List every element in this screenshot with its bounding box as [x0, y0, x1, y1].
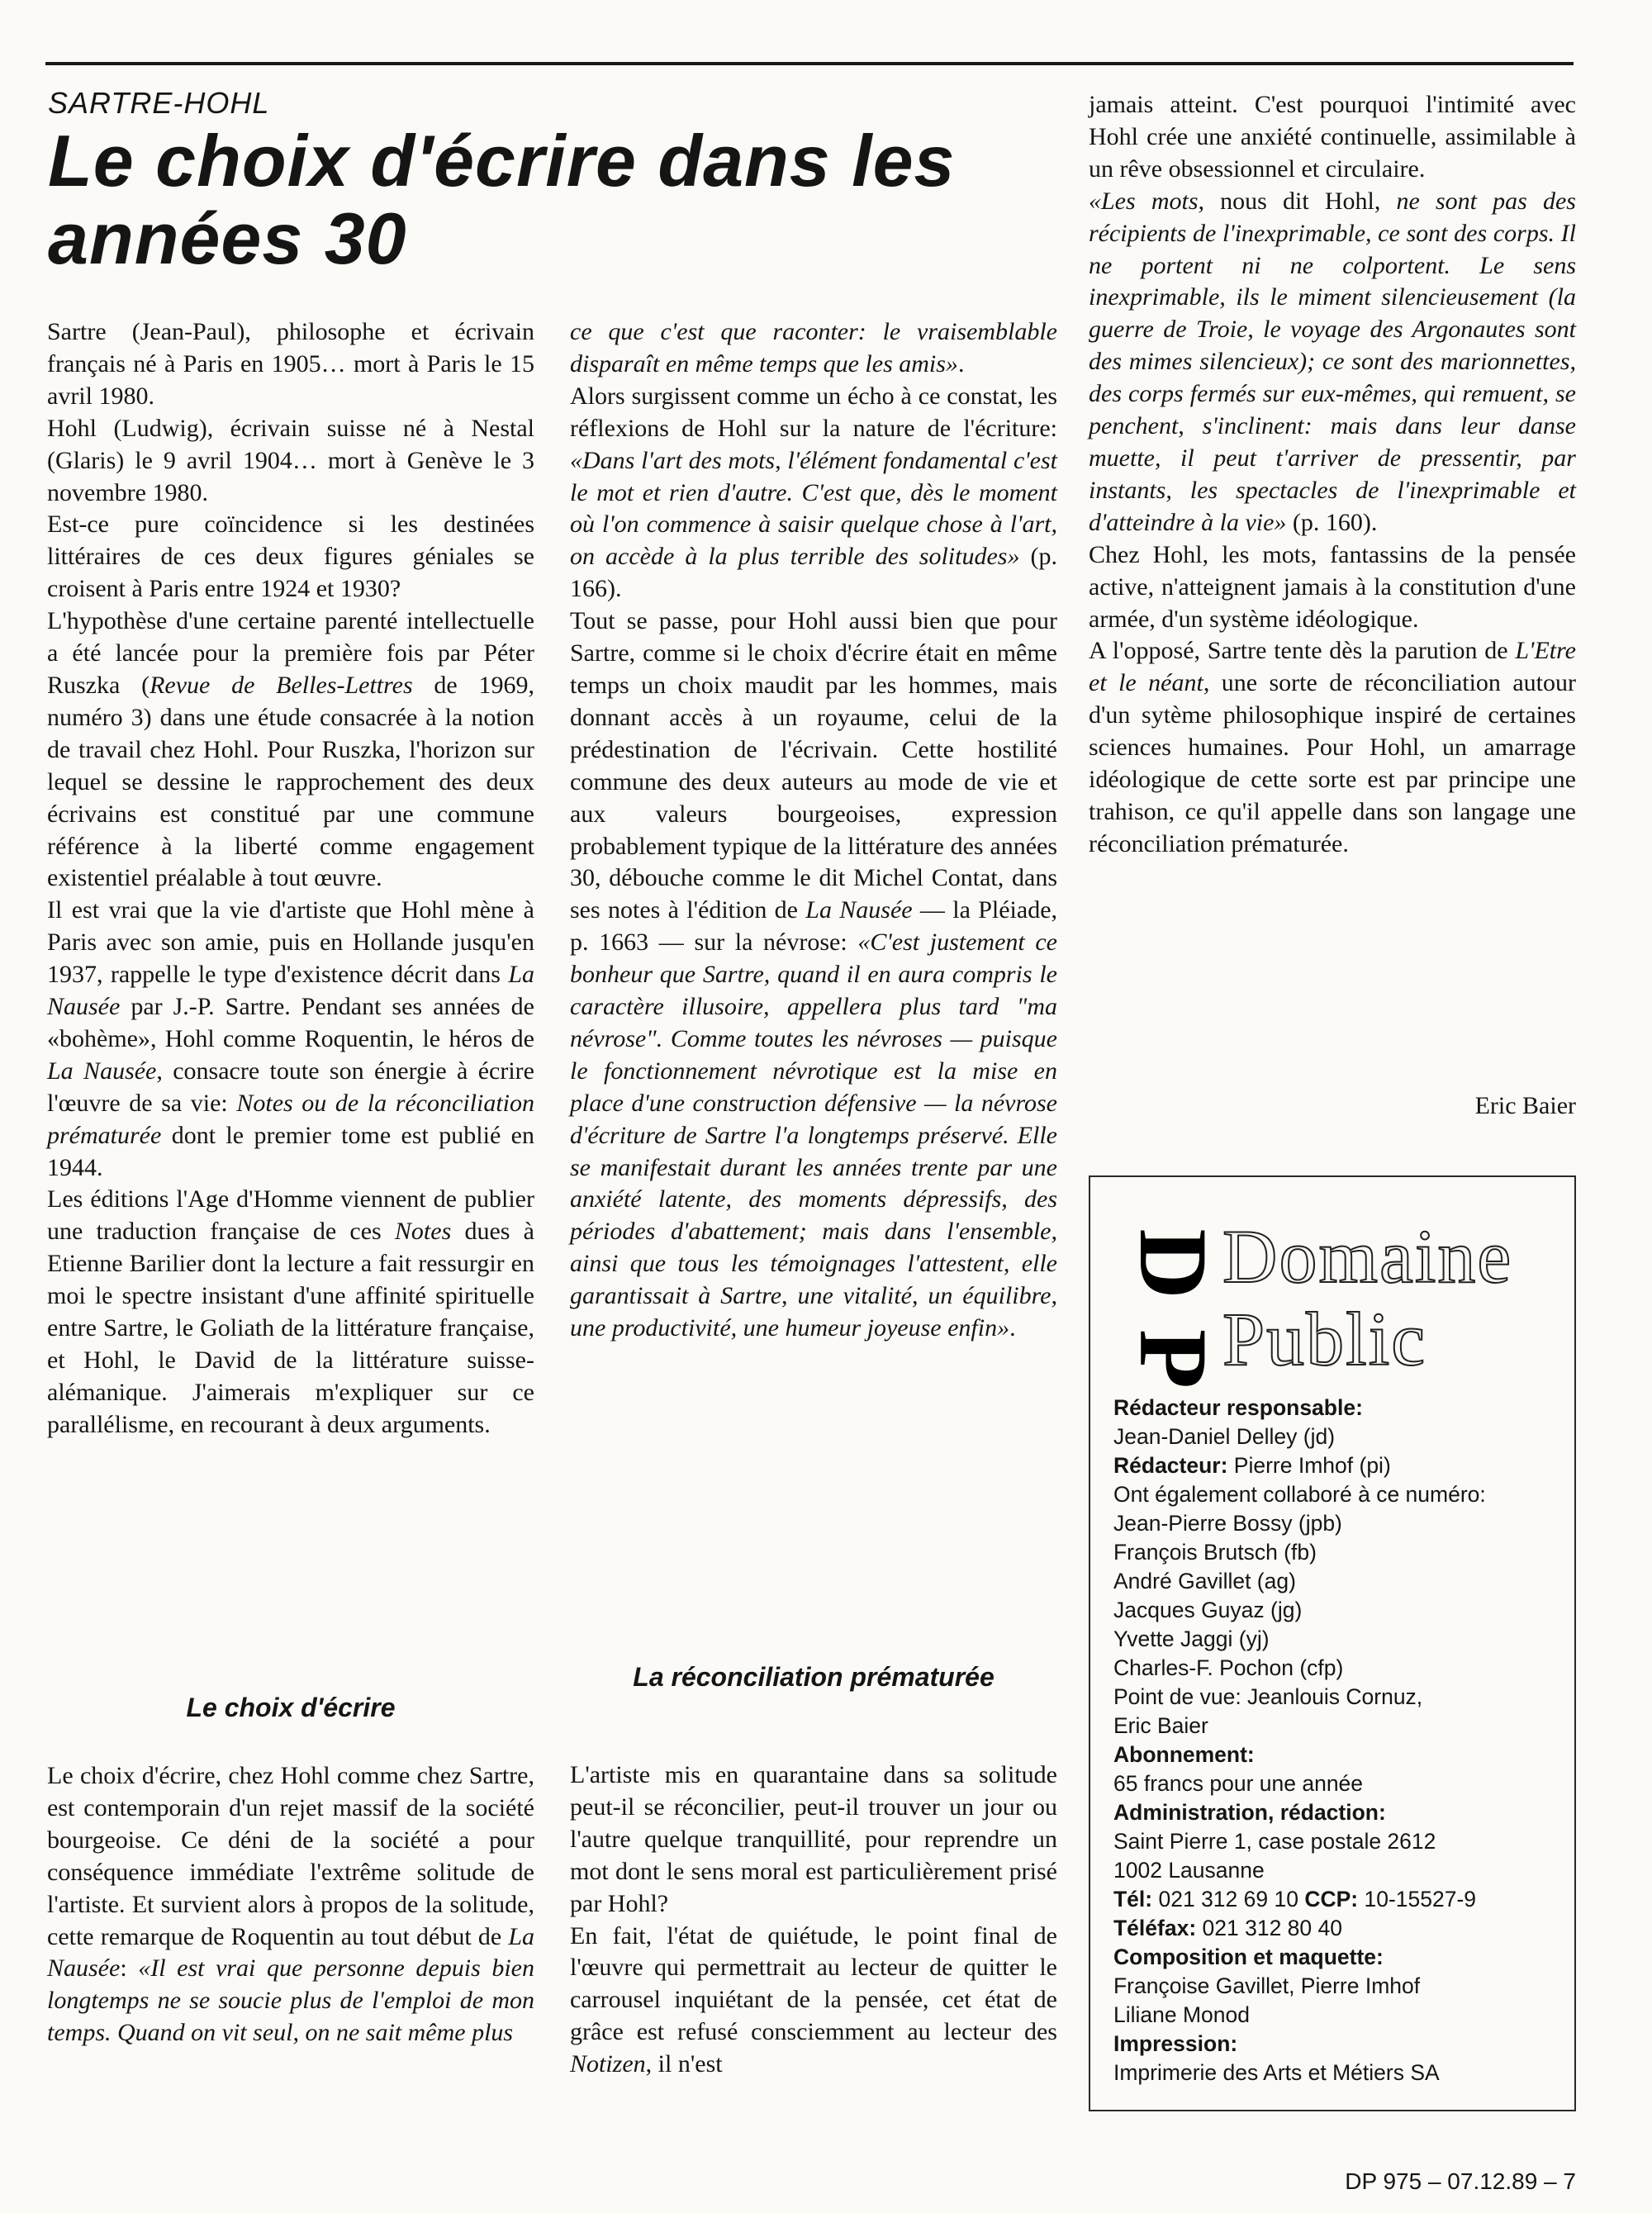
credit-label: Rédacteur:	[1113, 1453, 1228, 1478]
subheading-text: La réconciliation prématurée	[633, 1662, 995, 1692]
credit-intro: Ont également collaboré à ce numéro:	[1113, 1482, 1486, 1507]
text: Les éditions l'Age d'Homme viennent de publier une traduction française de ces	[47, 1185, 534, 1246]
logo-letter-d: D	[1118, 1228, 1227, 1299]
collaborator: Point de vue: Jeanlouis Cornuz,	[1113, 1684, 1423, 1709]
credit-label: CCP:	[1304, 1887, 1359, 1911]
credit-label: Tél:	[1113, 1887, 1153, 1911]
paragraph: Hohl (Ludwig), écrivain suisse né à Nestal (Glaris) le 9 avril 1904… mort à Genève le 3 novembre 1980.	[47, 414, 534, 506]
book-title: Notes	[394, 1218, 452, 1246]
address-line: 1002 Lausanne	[1113, 1858, 1265, 1883]
book-title: La Nausée	[47, 961, 534, 1021]
credit-value: 10-15527-9	[1358, 1887, 1477, 1911]
book-title: La Nausée	[47, 1922, 534, 1983]
credit-label: Administration, rédaction:	[1113, 1800, 1386, 1825]
paragraph	[570, 605, 1057, 1345]
text: Tout se passe, pour Hohl aussi bien que pour Sartre, comme si le choix d'écrire était en même temps un choix maudit par les hommes, mais donnant accès à un royaume, celui de la prédestination de l'écrivain. Cette hostilité commune des deux auteurs au mode de vie et aux valeurs bourgeoises, expression probablement typique de la littérature des années 30, débouche comme le dit Michel Contat, dans ses notes à l'édition de	[570, 607, 1057, 924]
credit-value: Jean-Daniel Delley (jd)	[1113, 1424, 1336, 1449]
collaborator: Yvette Jaggi (yj)	[1113, 1627, 1270, 1651]
credit-value: Françoise Gavillet, Pierre Imhof	[1113, 1973, 1421, 1998]
credit-value: Liliane Monod	[1113, 2002, 1251, 2027]
paragraph	[47, 1760, 534, 2049]
text: , consacre toute son énergie à écrire l'œuvre de sa vie:	[47, 1057, 534, 1117]
paragraph	[47, 1184, 534, 1441]
text: :	[120, 1954, 139, 1983]
paragraph: Sartre (Jean-Paul), philosophe et écrivain français né à Paris en 1905… mort à Paris le 15 avril 1980.	[47, 318, 534, 410]
paragraph	[47, 895, 534, 1184]
text: (p. 166).	[570, 543, 1057, 603]
text: Alors surgissent comme un écho à ce constat, les réflexions de Hohl sur la nature de l'écriture:	[570, 382, 1057, 442]
collaborator: André Gavillet (ag)	[1113, 1569, 1296, 1593]
article-headline: Le choix d'écrire dans les années 30	[48, 120, 956, 279]
text: nous dit Hohl,	[1204, 187, 1397, 215]
credit-label: Composition et maquette:	[1113, 1945, 1384, 1969]
text: de 1969, numéro 3) dans une étude consacrée à la notion de travail chez Hohl. Pour Ruszka, l'horizon sur lequel se dessine le rapprochement des deux écrivains est constitué par une commune référence à la liberté comme engagement existentiel préalable à tout œuvre.	[47, 671, 534, 892]
credit-value: 65 francs pour une année	[1113, 1771, 1364, 1796]
top-rule	[45, 62, 1574, 65]
book-title: L'Etre et le néant	[1089, 637, 1576, 697]
page-folio: DP 975 – 07.12.89 – 7	[1345, 2168, 1576, 2194]
credit-row	[1113, 1914, 1559, 1943]
quotation: ce que c'est que raconter: le vraisemblable disparaît en même temps que les amis»	[570, 318, 1057, 378]
text: Le choix d'écrire, chez Hohl comme chez Sartre, est contemporain d'un rejet massif de la société bourgeoise. Ce déni de la société a pour conséquence immédiate l'extrême solitude de l'artiste. Et survient alors à propos de la solitude, cette remarque de Roquentin au tout début de	[47, 1762, 534, 1950]
paragraph	[570, 1921, 1057, 2082]
paragraph: jamais atteint. C'est pourquoi l'intimité avec Hohl crée une anxiété continuelle, assimilable à un rêve obsessionnel et circulaire.	[1089, 91, 1576, 183]
logo-letter-p: P	[1118, 1328, 1227, 1389]
text: (p. 160).	[1286, 508, 1378, 536]
credit-value: 021 312 69 10	[1152, 1887, 1305, 1911]
credit-value: Pierre Imhof (pi)	[1227, 1453, 1391, 1478]
credit-row	[1113, 1451, 1559, 1480]
quotation: «Dans l'art des mots, l'élément fondamental c'est le mot et rien d'autre. C'est que, dès le moment où l'on commence à saisir quelque chose à l'art, on accède à la plus terrible des solitudes»	[570, 446, 1057, 571]
paragraph: L'artiste mis en quarantaine dans sa solitude peut-il se réconcilier, peut-il trouver un jour ou l'autre quelque tranquillité, pour reprendre un mot dont le sens moral est particulièrement prisé par Hohl?	[570, 1761, 1057, 1917]
text: .	[1009, 1314, 1016, 1342]
article-column-3	[1089, 89, 1576, 1031]
masthead-credits	[1113, 1394, 1559, 2087]
subheading-choix: Le choix d'écrire	[186, 1693, 396, 1722]
quotation: «Il est vrai que personne depuis bien longtemps ne se soucie plus de l'emploi de mon temps. Quand on vit seul, on ne sait même plus	[47, 1954, 534, 2047]
paragraph: Chez Hohl, les mots, fantassins de la pensée active, n'atteignent jamais à la constitution d'une armée, d'un système idéologique.	[1089, 540, 1576, 633]
paragraph	[1089, 186, 1576, 539]
credit-value: Imprimerie des Arts et Métiers SA	[1113, 2060, 1440, 2085]
book-title: Notes ou de la réconciliation prématurée	[47, 1089, 534, 1149]
paragraph	[570, 316, 1057, 381]
paragraph	[1089, 635, 1576, 860]
masthead-box	[1089, 1175, 1576, 2111]
text: — la Pléiade, p. 1663 — sur la névrose:	[570, 896, 1058, 957]
credit-value: 021 312 80 40	[1196, 1916, 1342, 1940]
credit-label: Téléfax:	[1113, 1916, 1197, 1940]
section-kicker: SARTRE-HOHL	[48, 86, 270, 120]
paragraph: Est-ce pure coïncidence si les destinées littéraires de ces deux figures géniales se croisent à Paris entre 1924 et 1930?	[47, 511, 534, 603]
text: En fait, l'état de quiétude, le point final de l'œuvre qui permettrait au lecteur de quitter le carrousel inquiétant de la pensée, cet état de grâce est refusé consciemment au lecteur des	[570, 1921, 1057, 2046]
text: dues à Etienne Barilier dont la lecture a fait ressurgir en moi le spectre insistant d'une affinité spirituelle entre Sartre, le Goliath de la littérature française, et Hohl, le David de la littérature suisse-alémanique. J'aimerais m'expliquer sur ce parallélisme, en recourant à deux arguments.	[47, 1218, 534, 1438]
quotation: ne sont pas des récipients de l'inexprimable, ce sont des corps. Il ne portent ni ne colportent. Le sens inexprimable, ils le miment silencieusement (la guerre de Troie, le voyage des Argonautes sont des mimes silencieux); ce sont des marionnettes, des corps fermés sur eux-mêmes, qui remuent, se penchent, s'inclinent: mais dans leur danse muette, il peut t'arriver de pressentir, par instants, les spectacles de l'inexprimable et d'atteindre à la vie»	[1089, 187, 1576, 536]
journal-title: Revue de Belles-Lettres	[150, 671, 413, 699]
credit-label: Rédacteur responsable:	[1113, 1395, 1363, 1420]
book-title: Notizen	[570, 2050, 646, 2078]
logo-word-domaine: Domaine	[1222, 1214, 1513, 1299]
address-line: Saint Pierre 1, case postale 2612	[1113, 1829, 1436, 1854]
text: Il est vrai que la vie d'artiste que Hohl mène à Paris avec son amie, puis en Hollande jusqu'en 1937, rappelle le type d'existence décrit dans	[47, 896, 534, 989]
text: L'hypothèse d'une certaine parenté intellectuelle a été lancée pour la première fois par Péter Ruszka (	[47, 607, 534, 699]
quotation: «Les mots,	[1089, 187, 1205, 215]
subheading-reconciliation	[570, 1660, 1057, 1693]
credit-row	[1113, 1885, 1559, 1914]
book-title: La Nausée	[47, 1057, 157, 1085]
text: .	[957, 349, 965, 378]
book-title: La Nausée	[805, 896, 913, 924]
collaborator: Jacques Guyaz (jg)	[1113, 1598, 1303, 1622]
credit-label: Impression:	[1113, 2031, 1238, 2056]
collaborator: Jean-Pierre Bossy (jpb)	[1113, 1511, 1342, 1536]
paragraph	[570, 381, 1057, 605]
credit-label: Abonnement:	[1113, 1742, 1255, 1767]
text: A l'opposé, Sartre tente dès la parution de	[1089, 637, 1516, 665]
collaborator: Eric Baier	[1113, 1713, 1208, 1738]
logo-word-public: Public	[1222, 1297, 1427, 1381]
collaborator: François Brutsch (fb)	[1113, 1540, 1317, 1565]
text: par J.-P. Sartre. Pendant ses années de «bohème», Hohl comme Roquentin, le héros de	[47, 993, 534, 1052]
text: , il n'est	[645, 2050, 723, 2078]
text: , une sorte de réconciliation autour d'un sytème philosophique inspiré de certaines sciences humaines. Pour Hohl, un amarrage idéologique de cette sorte est par principe une trahison, ce qu'il appelle dans son langage une réconciliation prématurée.	[1089, 669, 1577, 857]
collaborator: Charles-F. Pochon (cfp)	[1113, 1655, 1344, 1680]
text: dont le premier tome est publié en 1944.	[47, 1121, 534, 1181]
paragraph	[47, 605, 534, 895]
quotation: «C'est justement ce bonheur que Sartre, quand il en aura compris le caractère illusoire, appellera plus tard "ma névrose". Comme toutes les névroses — puisque le fonctionnement névrotique est la mise en place d'une construction défensive — la névrose d'écriture de Sartre l'a longtemps préservé. Elle se manifestait durant les années trente par une anxiété latente, des moments dépressifs, des périodes d'abattement; mais dans l'ensemble, ainsi que tous les témoignages l'attestent, elle garantissait à Sartre, une vitalité, un équilibre, une productivité, une humeur joyeuse enfin»	[570, 928, 1057, 1342]
author-signature: Eric Baier	[1474, 1092, 1576, 1119]
